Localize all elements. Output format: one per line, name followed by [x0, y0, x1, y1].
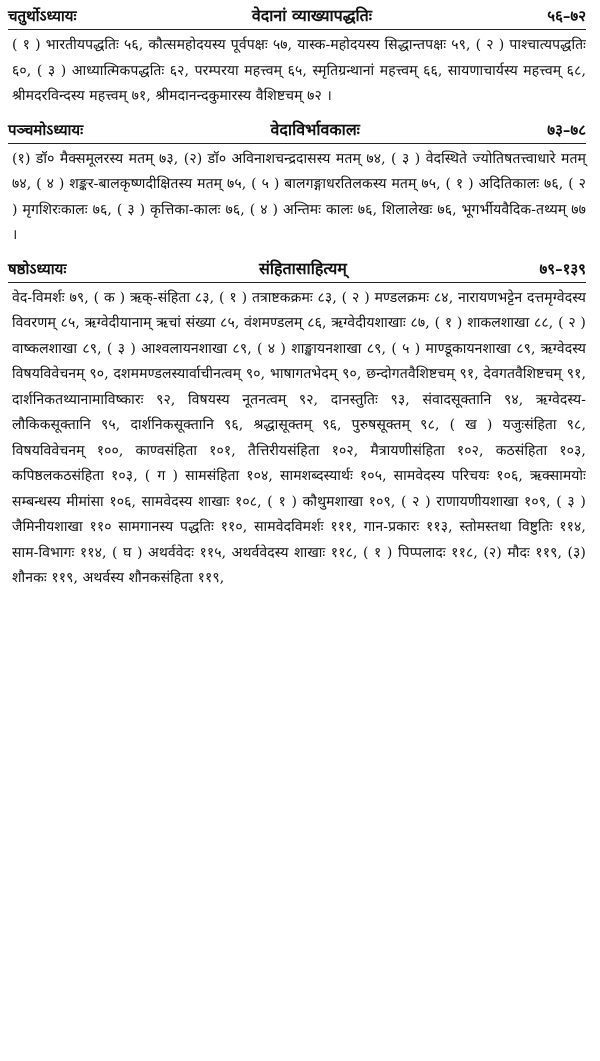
- chapter-contents: ( १ ) भारतीयपद्धतिः ५६, कौत्समहोदयस्य पूर्वपक्षः ५७, यास्क-महोदयस्य सिद्धान्तपक्षः ५९, ( २ ) पाश्चात्यपद्धतिः ६०, ( ३ ) आध्यात्मिकपद्धतिः ६२, परम्परया महत्त्वम् ६५, स्मृतिग्रन्थानां महत्त्वम् ६६, सायणाचार्यस्य महत्त्वम् ६८, श्रीमदरविन्दस्य महत्त्वम् ७१, श्रीमदानन्दकुमारस्य वैशिष्टचम् ७२ ।: [12, 37, 586, 104]
- chapter-heading: [8, 118, 586, 144]
- page-range: ७३–७८: [547, 120, 586, 139]
- chapter-6: [8, 257, 586, 592]
- chapter-5: [8, 118, 586, 249]
- chapter-name: चतुर्थोऽध्यायः: [8, 7, 77, 25]
- chapter-title: वेदाविर्भावकालः: [270, 119, 360, 139]
- chapter-name: षष्ठोऽध्यायः: [8, 259, 67, 278]
- chapter-title: संहितासाहित्यम्: [259, 258, 347, 278]
- page-range: ७९–१३९: [539, 259, 586, 278]
- chapter-heading: [8, 257, 586, 283]
- chapter-heading: [8, 4, 586, 30]
- chapter-contents: (१) डॉ० मैक्समूलरस्य मतम् ७३, (२) डॉ० अविनाशचन्द्रदासस्य मतम् ७४, ( ३ ) वेदस्थिते ज्योतिषतत्त्वाधारे मतम् ७४, ( ४ ) शङ्कर-बालकृष्णदीक्षितस्य मतम् ७५, ( ५ ) बालगङ्गाधरतिलकस्य मतम् ७५, ( १ ) अदितिकालः ७६, ( २ ) मृगशिरःकालः ७६, ( ३ ) कृत्तिका-कालः ७६, ( ४ ) अन्तिमः कालः ७६, शिलालेखः ७६, भूगर्भीयवैदिक-तथ्यम् ७७ ।: [12, 150, 586, 243]
- chapter-4: [8, 4, 586, 110]
- chapter-title: वेदानां व्याख्यापद्धतिः: [251, 6, 372, 25]
- page-range: ५६–७२: [547, 7, 586, 25]
- chapter-name: पञ्चमोऽध्यायः: [8, 120, 84, 139]
- chapter-contents: वेद-विमर्शः ७९, ( क ) ऋक्-संहिता ८३, ( १ ) तत्राष्टकक्रमः ८३, ( २ ) मण्डलक्रमः ८४, नारायणभट्टेन दत्तमृग्वेदस्य विवरणम् ८५, ऋग्वेदीयानाम् ऋचां संख्या ८५, वंशमण्डलम् ८६, ऋग्वेदीयशाखाः ८७, ( १ ) शाकलशाखा ८८, ( २ ) वाष्कलशाखा ८९, ( ३ ) आश्वलायनशाखा ८९, ( ४ ) शाङ्खायनशाखा ८९, ( ५ ) माण्डूकायनशाखा ८९, ऋग्वेदस्य विषयविवेचनम् ९०, दशममण्डलस्यार्वाचीनत्वम् ९०, भाषागतभेदम् ९०, छन्दोगतवैशिष्टचम् ९१, देवगतवैशिष्टचम् ९१, दार्शनिकतथ्यानामाविष्कारः ९२, विषयस्य नूतनत्वम् ९२, दानस्तुतिः ९३, संवादसूक्तानि ९४, ऋग्वेदस्य-लौकिकसूक्तानि ९५, दार्शनिकसूक्तानि ९६, श्रद्धासूक्तम् ९६, पुरुषसूक्तम् ९८, ( ख ) यजुःसंहिता ९८, विषयविवेचनम् १००, काण्वसंहिता १०१, तैत्तिरीयसंहिता १०२, मैत्रायणीसंहिता १०२, कठसंहिता १०३, कपिष्ठलकठसंहिता १०३, ( ग ) सामसंहिता १०४, सामशब्दस्यार्थः १०५, सामवेदस्य परिचयः १०६, ऋक्सामयोः सम्बन्धस्य मीमांसा १०६, सामवेदस्य शाखाः १०८, ( १ ) कौथुमशाखा १०९, ( २ ) राणायणीयशाखा १०९, ( ३ ) जैमिनीयशाखा ११० सामगानस्य पद्धतिः ११०, सामवेदविमर्शः १११, गान-प्रकारः ११३, स्तोमस्तथा विष्टुतिः ११४, साम-विभागः ११४, ( घ ) अथर्ववेदः ११५, अथर्ववेदस्य शाखाः ११८, ( १ ) पिप्पलादः ११८, (२) मौदः ११९, (३) शौनकः ११९, अथर्वस्य शौनकसंहिता ११९,: [12, 289, 586, 586]
